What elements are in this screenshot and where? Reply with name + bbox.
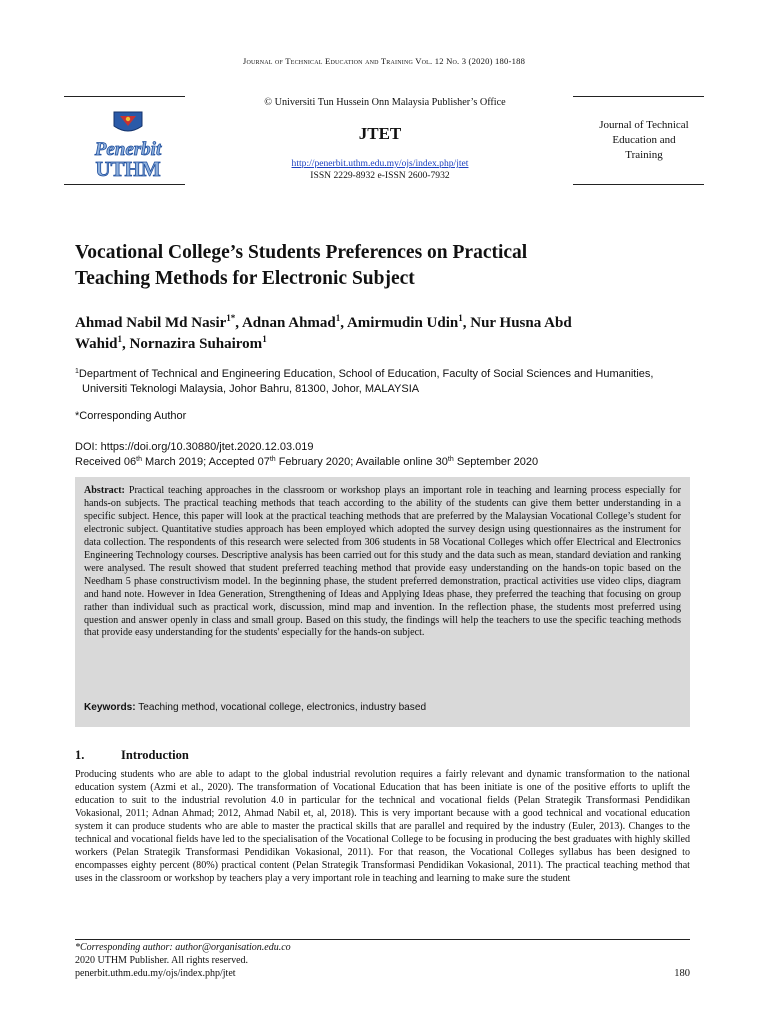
author-list: Ahmad Nabil Md Nasir$^{1*}$, Adnan Ahmad$^1$, Amirmudin Udin$^1$, Nur Husna Abd Wahid$^1$, Nornazira Suhairom$^1$ bbox=[75, 313, 572, 352]
publication-dates: Received 06th March 2019; Accepted 07th February 2020; Available online 30th September 2020 bbox=[75, 456, 539, 468]
journal-name-line: Training bbox=[625, 149, 663, 161]
affiliation-line: Department of Technical and Engineering Education, School of Education, Faculty of Social Sciences and Humanities, bbox=[78, 368, 654, 380]
keywords-list: Teaching method, vocational college, electronics, industry based bbox=[135, 702, 427, 713]
author-name: Wahid bbox=[75, 336, 118, 352]
section-heading bbox=[75, 748, 189, 763]
doi-link[interactable]: DOI: https://doi.org/10.30880/jtet.2020.12.03.019 bbox=[75, 441, 314, 453]
header-rule-left-top bbox=[64, 96, 185, 97]
journal-name bbox=[582, 118, 706, 163]
footnote-url[interactable]: penerbit.uthm.edu.my/ojs/index.php/jtet bbox=[75, 968, 236, 979]
doi-and-dates bbox=[75, 440, 705, 470]
section-title: Introduction bbox=[121, 748, 189, 762]
author-affil-mark: 1 bbox=[117, 334, 123, 344]
author-name: Amirmudin Udin bbox=[346, 315, 459, 331]
journal-running-header: Journal of Technical Education and Training Vol. 12 No. 3 (2020) 180-188 bbox=[242, 56, 526, 66]
paper-title bbox=[75, 240, 705, 292]
header-rule-right-top bbox=[573, 96, 704, 97]
affiliation-line: Universiti Teknologi Malaysia, Johor Bahru, 81300, Johor, MALAYSIA bbox=[82, 383, 420, 395]
corresponding-author-note: *Corresponding Author bbox=[75, 410, 187, 422]
paper-title-line: Teaching Methods for Electronic Subject bbox=[75, 268, 415, 289]
author-name: Nur Husna Abd bbox=[470, 315, 572, 331]
author-name: Adnan Ahmad bbox=[241, 315, 336, 331]
footnote-publisher: 2020 UTHM Publisher. All rights reserved. bbox=[75, 955, 249, 966]
affiliation-mark: 1 bbox=[75, 368, 79, 375]
abstract-body: Practical teaching approaches in the classroom or workshop plays an important role in teaching and learning process especially for hands-on subjects. The practical teaching methods that teach according to the ability of the students can give them better understanding in a specific subject. Hence, this paper will look at the practical teaching methods that are preferred by the Malaysian Vocational College’s student for electronic subject. Quantitative studies approach has been employed which adopted the survey design using questionnaires as the instrument for data collection. The respondents of this research were selected from 306 students in 58 Vocational Colleges which offer Electrical and Electronics Engineering Technology courses. Descriptive analysis has been carried out for this study and the data such as mean, standard deviation and ranking were analysed. The result showed that student preferred teaching method that provide easy understanding on the hands-on topic based on the Needham 5 phase constructivism model. In the beginning phase, the student preferred demonstration, practical activities use video clips, diagram and hand note. However in Idea Generation, Strengthening of Ideas and Applying Ideas phase, they preferred the teaching that focusing on group rather than individual such as practical work, discussion, mind map and invention. In the reflection phase, the students most preferred using question and answer openly in class and small group. Based on this study, the findings will help the teachers to use the specific teaching methods that provide easy understanding for the students' especially for the hands-on subject. bbox=[84, 485, 681, 639]
author-affil-mark: 1 bbox=[262, 334, 267, 344]
paper-title-line: Vocational College’s Students Preferences on Practical bbox=[75, 242, 528, 263]
abstract-label: Abstract: bbox=[84, 485, 125, 496]
journal-acronym: JTET bbox=[358, 124, 402, 143]
publisher-copyright: © Universiti Tun Hussein Onn Malaysia Publisher’s Office bbox=[264, 97, 506, 108]
page-number: 180 bbox=[674, 968, 690, 979]
author-affil-mark: 1 bbox=[335, 313, 341, 323]
journal-name-line: Journal of Technical bbox=[599, 119, 689, 131]
logo-text-uthm: UTHM bbox=[95, 157, 161, 181]
introduction-paragraph: Producing students who are able to adapt to the global industrial revolution requires a fairly relevant and dynamic transformation to the national education system (Azmi et al., 2020). The transformation of Vocational Education that has been initiate is one of the positive efforts to uplift the education to suit to the industrial revolution 4.0 in particular for the technical and vocational fields (Pelan Strategik Transformasi Pendidikan Vokasional, 2011; Adnan Ahmad; 2012, Ahmad Nabil et, al, 2018). This is very important because with a good technical and vocational education system it can produce students who are able to master the practical skills that are parallel and required by the industry (Euler, 2013). Changes to the technical and vocational fields have led to the specialisation of the Vocational College to be focusing in producing the best graduates with highly skilled workers (Pelan Strategik Transformasi Pendidikan Vokasional, 2011). For that reason, the Vocational Colleges syllabus has been designed to encompasses eighty percent (80%) practical content (Pelan Strategik Transformasi Pendidikan Vokasional, 2011). The practical teaching method that uses in the classroom or workshop by teachers play a very important role in teaching and learning to make sure the student bbox=[75, 769, 690, 884]
penerbit-uthm-logo bbox=[80, 110, 176, 182]
keywords bbox=[84, 702, 681, 713]
logo-text-penerbit: Penerbit bbox=[94, 139, 162, 160]
footnote-corresponding: *Corresponding author: author@organisation.edu.co bbox=[75, 942, 291, 953]
author-affil-mark: 1 bbox=[458, 313, 463, 323]
abstract bbox=[84, 485, 681, 640]
header-rule-left-bottom bbox=[64, 184, 185, 185]
journal-url-link[interactable]: http://penerbit.uthm.edu.my/ojs/index.php/jtet bbox=[291, 158, 469, 169]
header-rule-right-bottom bbox=[573, 184, 704, 185]
section-number: 1. bbox=[75, 748, 85, 762]
author-name: Nornazira Suhairom bbox=[129, 336, 263, 352]
journal-name-line: Education and bbox=[612, 134, 676, 146]
issn-line: ISSN 2229-8932 e-ISSN 2600-7932 bbox=[310, 170, 450, 181]
author-name: Ahmad Nabil Md Nasir bbox=[75, 315, 227, 331]
affiliation bbox=[75, 367, 705, 397]
author-affil-mark: 1* bbox=[226, 313, 236, 323]
keywords-label: Keywords: bbox=[84, 702, 136, 713]
footnote-rule bbox=[75, 939, 690, 940]
crest-icon bbox=[80, 110, 176, 182]
